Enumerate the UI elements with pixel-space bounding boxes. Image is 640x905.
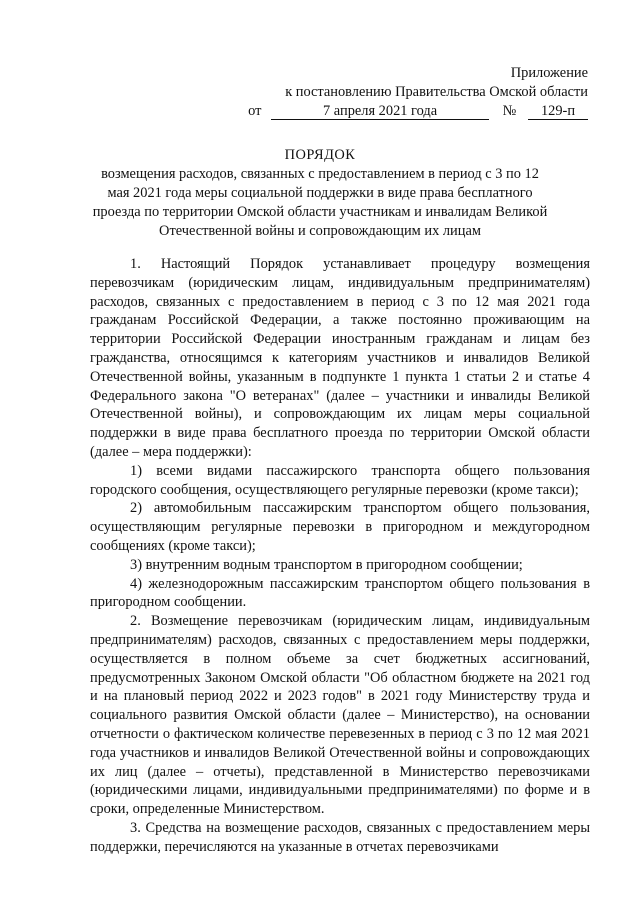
document-body: [90, 255, 590, 857]
appendix-header: [248, 64, 588, 121]
subitem-2: 2) автомобильным пассажирским транспортом общего пользования, осуществляющим регулярные перевозки в пригородном и междугородном сообщениях (кроме такси);: [90, 500, 590, 554]
appendix-label: Приложение: [510, 65, 588, 81]
paragraph-3: 3. Средства на возмещение расходов, связанных с предоставлением меры поддержки, перечисляются на указанные в отчетах перевозчиками: [90, 819, 590, 855]
subitem-1: 1) всеми видами пассажирского транспорта общего пользования городского сообщения, осуществляющего регулярные перевозки (кроме такси);: [90, 462, 590, 498]
paragraph-2: 2. Возмещение перевозчикам (юридическим лицам, индивидуальным предпринимателям) расходов, связанных с предоставлением меры поддержки, осуществляется в полном объеме за счет бюджетных ассигнований, предусмотренных Законом Омской области "Об областном бюджете на 2021 год и на плановый период 2022 и 2023 годов" в 2021 году Министерству труда и социального развития Омской области (далее – Министерство), на основании отчетности о фактическом количестве перевезенных в период с 3 по 12 мая 2021 года участников и инвалидов Великой Отечественной войны и сопровождающих их лиц (далее – отчеты), представленной в Министерство перевозчиками (юридическими лицами, индивидуальными предпринимателями) по форме и в сроки, определенные Министерством.: [90, 613, 590, 818]
date-number-line: [248, 102, 588, 121]
subitem-4: 4) железнодорожным пассажирским транспортом общего пользования в пригородном сообщении.: [90, 575, 590, 611]
subitem-3: 3) внутренним водным транспортом в пригородном сообщении;: [130, 556, 523, 573]
resolution-number: 129-п: [528, 103, 588, 120]
document-title: [90, 146, 550, 241]
paragraph-1: 1. Настоящий Порядок устанавливает процедуру возмещения перевозчикам (юридическим лицам, индивидуальным предпринимателям) расходов, связанных с предоставлением в период с 3 по 12 мая 2021 года гражданам Российской Федерации, а также постоянно проживающим на территории Российской Федерации иностранным гражданам и лицам без гражданства, относящимся к категориям участников и инвалидов Великой Отечественной войны, указанным в подпункте 1 пункта 1 статьи 2 и статье 4 Федерального закона "О ветеранах" (далее – участники и инвалиды Великой Отечественной войны), и сопровождающим их лицам меры социальной поддержки в виде права бесплатного проезда по территории Омской области (далее – мера поддержки):: [90, 256, 590, 460]
resolution-date: 7 апреля 2021 года: [271, 103, 489, 120]
from-label: от: [248, 103, 262, 119]
number-label: №: [502, 103, 517, 119]
title-subtitle: возмещения расходов, связанных с предоставлением в период с 3 по 12 мая 2021 года меры социальной поддержки в виде права бесплатного проезда по территории Омской области участникам и инвалидам Великой Отечественной войны и сопровождающим их лицам: [92, 166, 548, 239]
title-heading: ПОРЯДОК: [284, 147, 356, 163]
resolution-reference: к постановлению Правительства Омской области: [285, 84, 588, 100]
